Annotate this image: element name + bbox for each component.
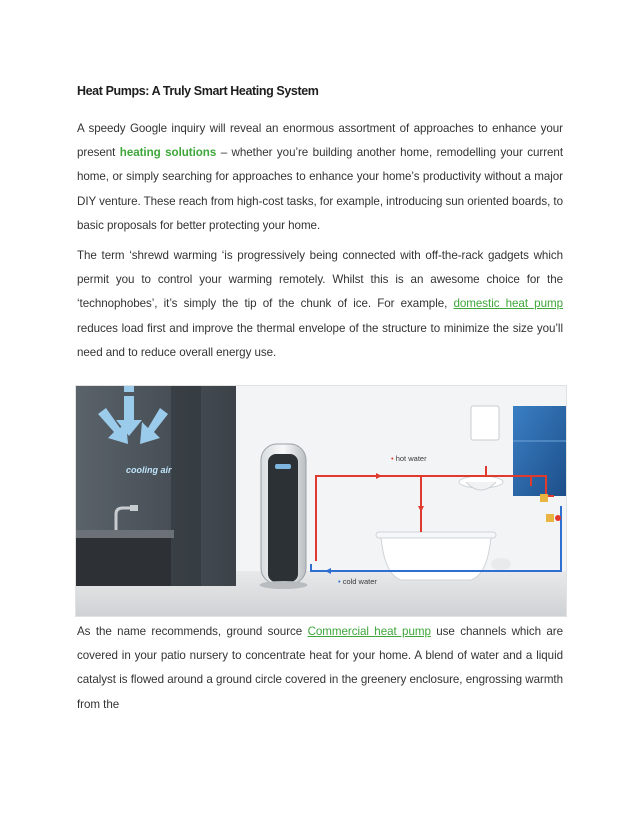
kitchen-counter [76,536,171,586]
cold-water-label: • cold water [338,577,377,586]
paragraph-intro [77,117,563,238]
heat-pump-base [260,581,308,589]
hot-water-label: • hot water [391,454,427,463]
paragraph-smart-warming-text-b: reduces load first and improve the thermal envelope of the structure to minimize the size you’ll need and to reduce overall energy use. [77,321,563,359]
paragraph-ground-source-text-a: As the name recommends, ground source [77,625,308,638]
bathtub-rim [376,532,496,538]
heat-pump-front-panel [268,454,298,582]
towel-roll [491,558,511,570]
paragraph-intro-text-a: A speedy Google inquiry will reveal an enormous assortment of approaches to enhance your present [77,122,563,160]
paragraph-smart-warming [77,244,563,365]
heat-pump-diagram [76,386,566,616]
commercial-heat-pump-link[interactable]: Commercial heat pump [307,625,431,638]
counter-top [76,530,174,538]
cooling-air-label: cooling air [126,465,172,475]
wall-cabinet [471,406,499,440]
heating-solutions-highlight: heating solutions [119,146,217,160]
paragraph-ground-source [77,620,563,717]
solar-panel [513,406,566,496]
bathtub [381,536,491,580]
heat-pump-display [275,464,291,469]
heat-pump-illustration [75,385,567,617]
document-title: Heat Pumps: A Truly Smart Heating System [77,84,319,98]
paragraph-smart-warming-text-a: The term ‘shrewd warming ‘is progressively being connected with off-the-rack gadgets which permit you to control your warming remotely. Whilst this is an awesome choice for the ‘technophobes’, it’s simply the tip of the chunk of ice. For example, [77,249,563,311]
wall-shadow [171,386,201,586]
paragraph-intro-text-b: – whether you’re building another home, remodelling your current home, or simply searching for approaches to enhance your home’s productivity without a major DIY venture. These reach from high-cost tasks, for example, introducing sun oriented boards, to basic proposals for better protecting your home. [77,146,563,232]
faucet-head [130,505,138,511]
paragraph-ground-source-text-b: use channels which are covered in your patio nursery to concentrate heat for your home. A blend of water and a liquid catalyst is flowed around a ground circle covered in the greenery enclosure, engrossing warmth from the [77,625,564,711]
domestic-heat-pump-link[interactable]: domestic heat pump [453,297,563,311]
